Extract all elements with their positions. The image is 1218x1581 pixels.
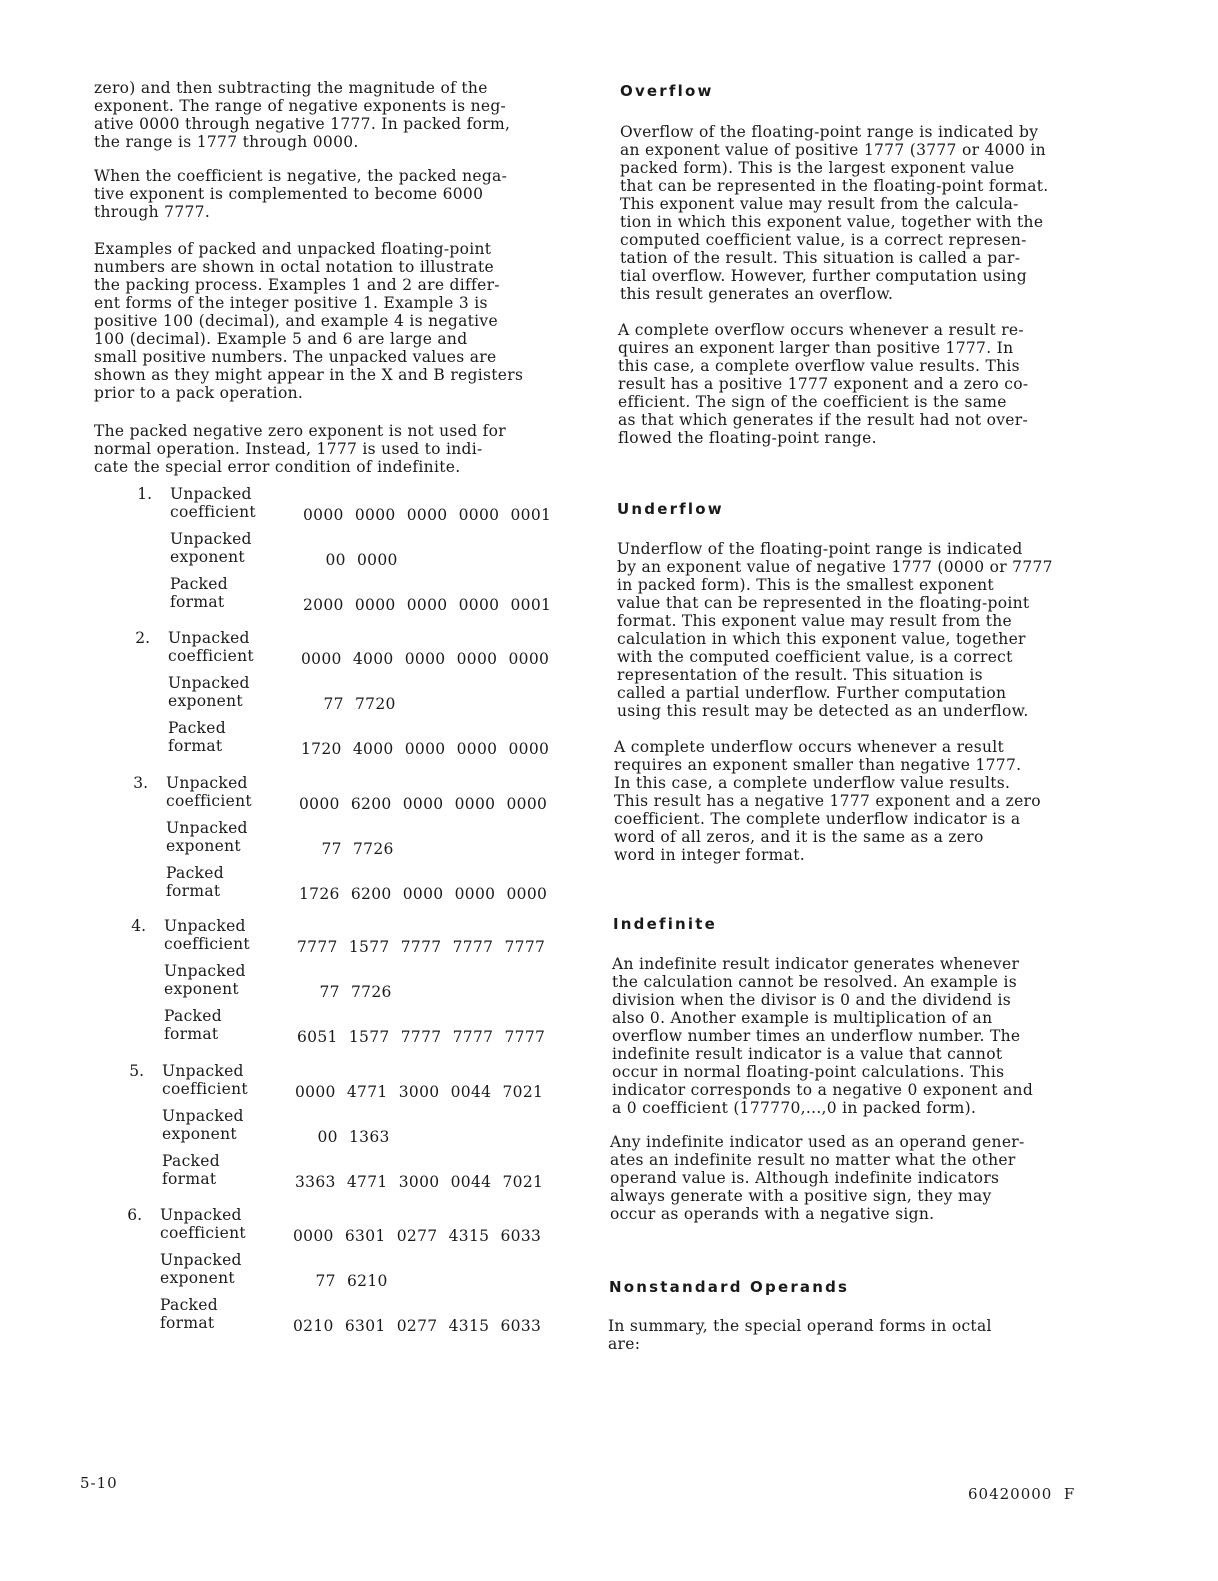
example-row-packed: [162, 1152, 582, 1197]
row-label: Packed format: [164, 1007, 222, 1043]
row-value: 0000 4000 0000 0000 0000: [301, 650, 550, 668]
example-row-coefficient: [162, 1062, 582, 1107]
row-value: 2000 0000 0000 0000 0001: [303, 596, 552, 614]
example-row-coefficient: [168, 629, 588, 674]
row-label: Unpacked coefficient: [162, 1062, 248, 1098]
example-row-exponent: [162, 1107, 582, 1152]
example-row-exponent: [166, 819, 586, 864]
row-value: 7777 1577 7777 7777 7777: [297, 938, 546, 956]
example-row-exponent: [168, 674, 588, 719]
paragraph-nonstandard: In summary, the special operand forms in octal are:: [608, 1317, 992, 1353]
paragraph-negative-coefficient: When the coefficient is negative, the packed nega- tive exponent is complemented to become 6000 through 7777.: [94, 167, 508, 221]
row-value: 00 1363: [295, 1128, 390, 1146]
example-row-exponent: [170, 530, 590, 575]
paragraph-exponent-range: zero) and then subtracting the magnitude of the exponent. The range of negative exponents is neg- ative 0000 through negative 1777. In packed form, the range is 1777 through 0000.: [94, 79, 511, 151]
example-row-packed: [164, 1007, 584, 1052]
row-label: Unpacked coefficient: [160, 1206, 246, 1242]
example-row-packed: [170, 575, 590, 620]
row-label: Unpacked exponent: [160, 1251, 242, 1287]
row-label: Unpacked exponent: [170, 530, 252, 566]
row-value: 00 0000: [303, 551, 398, 569]
example-2: [120, 629, 590, 773]
example-row-packed: [166, 864, 586, 909]
paragraph-negative-zero: The packed negative zero exponent is not used for normal operation. Instead, 1777 is used to indi- cate the special error condition of indefinite.: [94, 422, 506, 476]
row-value: 0210 6301 0277 4315 6033: [293, 1317, 542, 1335]
example-number: 3.: [133, 774, 148, 792]
row-label: Unpacked exponent: [162, 1107, 244, 1143]
row-value: 0000 4771 3000 0044 7021: [295, 1083, 544, 1101]
row-label: Packed format: [170, 575, 228, 611]
row-value: 77 6210: [293, 1272, 388, 1290]
paragraph-underflow-2: A complete underflow occurs whenever a result requires an exponent smaller than negative 1777. In this case, a complete underflow value results. This result has a negative 1777 exponent and a zero coefficient. The complete underflow indicator is a word of all zeros, and it is the same as a zero word in integer format.: [614, 738, 1041, 864]
example-number: 5.: [129, 1062, 144, 1080]
heading-nonstandard-operands: Nonstandard Operands: [609, 1278, 850, 1296]
example-row-coefficient: [160, 1206, 580, 1251]
paragraph-indefinite-2: Any indefinite indicator used as an operand gener- ates an indefinite result no matter what the other operand value is. Although indefinite indicators always generate with a positive sign, they may occur as operands with a negative sign.: [610, 1133, 1025, 1223]
example-row-packed: [168, 719, 588, 764]
row-value: 0000 0000 0000 0000 0001: [303, 506, 552, 524]
row-value: 77 7726: [299, 840, 394, 858]
row-label: Packed format: [166, 864, 224, 900]
row-value: 1720 4000 0000 0000 0000: [301, 740, 550, 758]
paragraph-underflow-1: Underflow of the floating-point range is indicated by an exponent value of negative 1777 (0000 or 7777 in packed form). This is the smallest exponent value that can be represented in the floating-point format. This exponent value may result from the calculation in which this exponent value, together with the computed coefficient value, is a correct representation of the result. This situation is called a partial underflow. Further computation using this result may be detected as an underflow.: [617, 540, 1053, 720]
heading-indefinite: Indefinite: [613, 915, 718, 933]
row-label: Unpacked exponent: [166, 819, 248, 855]
row-label: Unpacked coefficient: [168, 629, 254, 665]
row-label: Unpacked coefficient: [166, 774, 252, 810]
row-label: Unpacked exponent: [164, 962, 246, 998]
example-row-packed: [160, 1296, 580, 1341]
row-value: 77 7720: [301, 695, 396, 713]
row-label: Unpacked coefficient: [164, 917, 250, 953]
example-1: [122, 485, 592, 629]
row-label: Packed format: [168, 719, 226, 755]
document-number: 60420000 F: [968, 1485, 1076, 1503]
example-number: 1.: [137, 485, 152, 503]
row-value: 0000 6200 0000 0000 0000: [299, 795, 548, 813]
example-number: 6.: [127, 1206, 142, 1224]
heading-underflow: Underflow: [617, 500, 724, 518]
example-row-coefficient: [170, 485, 590, 530]
row-value: 6051 1577 7777 7777 7777: [297, 1028, 546, 1046]
example-number: 2.: [135, 629, 150, 647]
row-value: 1726 6200 0000 0000 0000: [299, 885, 548, 903]
example-row-coefficient: [166, 774, 586, 819]
example-6: [112, 1206, 582, 1350]
paragraph-overflow-2: A complete overflow occurs whenever a result re- quires an exponent larger than positive 1777. In this case, a complete overflow value results. This result has a positive 1777 exponent and a zero co- efficient. The sign of the coefficient is the same as that which generates if the result had not over- flowed the floating-point range.: [618, 321, 1029, 447]
page-number: 5-10: [80, 1474, 118, 1492]
example-5: [114, 1062, 584, 1206]
example-row-exponent: [164, 962, 584, 1007]
row-label: Packed format: [162, 1152, 220, 1188]
example-3: [118, 774, 588, 918]
paragraph-indefinite-1: An indefinite result indicator generates whenever the calculation cannot be resolved. An example is division when the divisor is 0 and the dividend is also 0. Another example is multiplication of an overflow number times an underflow number. The indefinite result indicator is a value that cannot occur in normal floating-point calculations. This indicator corresponds to a negative 0 exponent and a 0 coefficient (177770,...,0 in packed form).: [612, 955, 1034, 1117]
example-row-coefficient: [164, 917, 584, 962]
row-value: 0000 6301 0277 4315 6033: [293, 1227, 542, 1245]
row-value: 77 7726: [297, 983, 392, 1001]
example-row-exponent: [160, 1251, 580, 1296]
example-4: [116, 917, 586, 1061]
heading-overflow: Overflow: [620, 82, 714, 100]
row-label: Packed format: [160, 1296, 218, 1332]
row-label: Unpacked coefficient: [170, 485, 256, 521]
paragraph-examples-intro: Examples of packed and unpacked floating-point numbers are shown in octal notation to illustrate the packing process. Examples 1 and 2 are differ- ent forms of the integer positive 1. Example 3 is positive 100 (decimal), and example 4 is negative 100 (decimal). Example 5 and 6 are large and small positive numbers. The unpacked values are shown as they might appear in the X and B registers prior to a pack operation.: [94, 240, 524, 402]
example-number: 4.: [131, 917, 146, 935]
row-value: 3363 4771 3000 0044 7021: [295, 1173, 544, 1191]
row-label: Unpacked exponent: [168, 674, 250, 710]
paragraph-overflow-1: Overflow of the floating-point range is indicated by an exponent value of positive 1777 (3777 or 4000 in packed form). This is the largest exponent value that can be represented in the floating-point format. This exponent value may result from the calcula- tion in which this exponent value, together with the computed coefficient value, is a correct represen- tation of the result. This situation is called a par- tial overflow. However, further computation using this result generates an overflow.: [620, 123, 1049, 303]
